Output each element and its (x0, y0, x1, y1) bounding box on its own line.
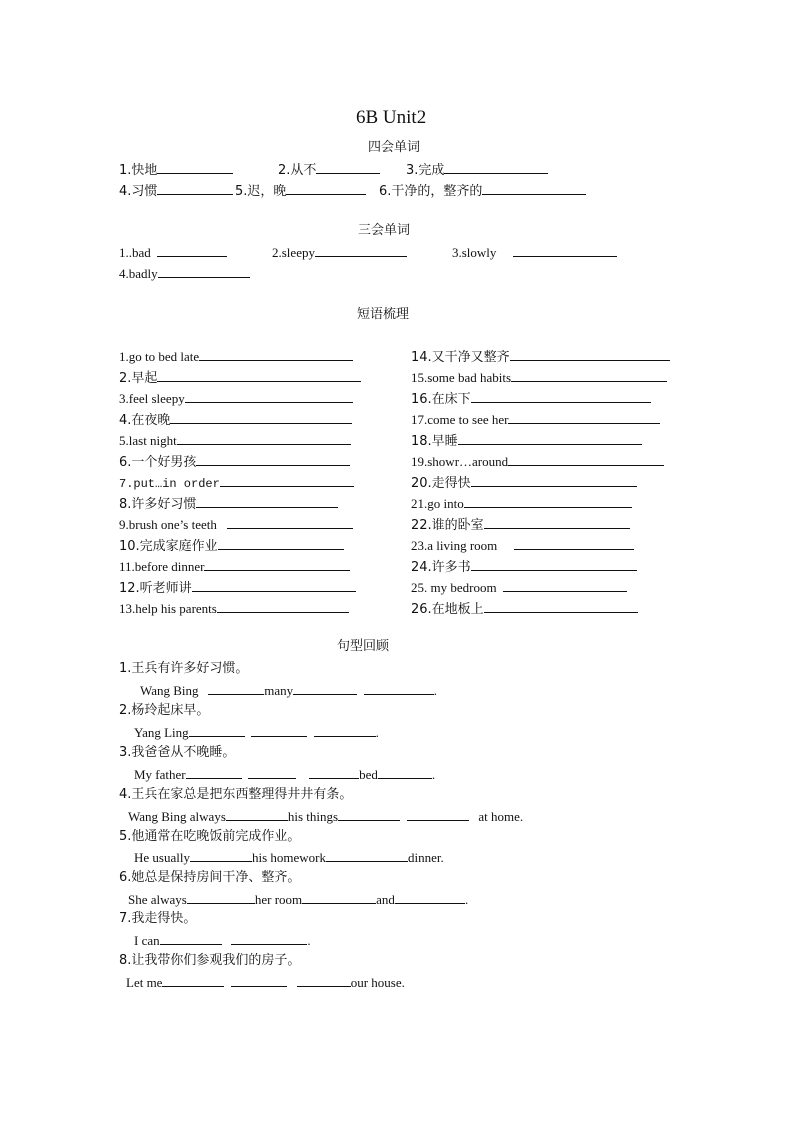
phrase-item: 23.a living room (411, 537, 634, 554)
phrase-item: 5.last night (119, 432, 351, 449)
sentence-chinese: 3.我爸爸从不晚睡。 (119, 745, 236, 760)
section-heading-four-words: 四会单词 (368, 140, 421, 155)
phrase-item: 6.一个好男孩 (119, 453, 350, 471)
four-word-4: 4.习惯 (119, 182, 233, 200)
phrase-item: 17.come to see her (411, 411, 660, 428)
three-word-3: 3.slowly (452, 244, 617, 261)
phrase-item: 15.some bad habits (411, 369, 667, 386)
four-word-2: 2.从不 (278, 161, 380, 179)
phrase-item: 19.showr…around (411, 453, 664, 470)
sentence-english: Yang Ling . (134, 725, 379, 740)
sentence-english: My father bed . (134, 767, 436, 782)
phrase-item: 13.help his parents (119, 600, 349, 617)
sentence-chinese: 5.他通常在吃晚饭前完成作业。 (119, 829, 301, 844)
sentence-chinese: 8.让我带你们参观我们的房子。 (119, 953, 301, 968)
phrase-item: 1.go to bed late (119, 348, 353, 365)
phrase-item: 11.before dinner (119, 558, 350, 575)
three-word-1: 1..bad (119, 244, 227, 261)
sentence-english: I can . (134, 933, 311, 948)
phrase-item: 24.许多书 (411, 558, 637, 576)
sentence-english: He usually his homework dinner. (134, 850, 444, 865)
phrase-item: 12.听老师讲 (119, 579, 356, 597)
phrase-item: 3.feel sleepy (119, 390, 353, 407)
sentence-english: She always her room and . (128, 892, 469, 907)
phrase-item: 18.早睡 (411, 432, 642, 450)
section-heading-phrases: 短语梳理 (357, 307, 410, 322)
phrase-item: 14.又干净又整齐 (411, 348, 670, 366)
phrase-item: 2.早起 (119, 369, 361, 387)
phrase-item: 21.go into (411, 495, 632, 512)
phrase-item: 8.许多好习惯 (119, 495, 338, 513)
three-word-4: 4.badly (119, 265, 250, 282)
phrase-item: 22.谁的卧室 (411, 516, 630, 534)
section-heading-three-words: 三会单词 (358, 223, 411, 238)
sentence-english: Let me our house. (126, 975, 405, 990)
phrase-item: 16.在床下 (411, 390, 651, 408)
section-heading-sentences: 句型回顾 (337, 639, 390, 654)
sentence-english: Wang Bing always his things at home. (128, 809, 524, 824)
phrase-item: 7.put…in order (119, 474, 354, 492)
three-word-2: 2.sleepy (272, 244, 407, 261)
four-word-6: 6.干净的，整齐的 (379, 182, 586, 200)
phrase-item: 26.在地板上 (411, 600, 638, 618)
phrase-item: 20.走得快 (411, 474, 637, 492)
phrase-item: 25. my bedroom (411, 579, 627, 596)
four-word-3: 3.完成 (406, 161, 548, 179)
four-word-5: 5.迟，晚 (235, 182, 366, 200)
sentence-english: Wang Bing many . (140, 683, 437, 698)
sentence-chinese: 7.我走得快。 (119, 911, 197, 926)
four-word-1: 1.快地 (119, 161, 233, 179)
sentence-chinese: 4.王兵在家总是把东西整理得井井有条。 (119, 787, 353, 802)
sentence-chinese: 2.杨玲起床早。 (119, 703, 210, 718)
phrase-item: 10.完成家庭作业 (119, 537, 344, 555)
phrase-item: 9.brush one’s teeth (119, 516, 353, 533)
sentence-chinese: 1.王兵有许多好习惯。 (119, 661, 249, 676)
phrase-item: 4.在夜晚 (119, 411, 352, 429)
page-title: 6B Unit2 (356, 107, 427, 128)
sentence-chinese: 6.她总是保持房间干净、整齐。 (119, 870, 301, 885)
